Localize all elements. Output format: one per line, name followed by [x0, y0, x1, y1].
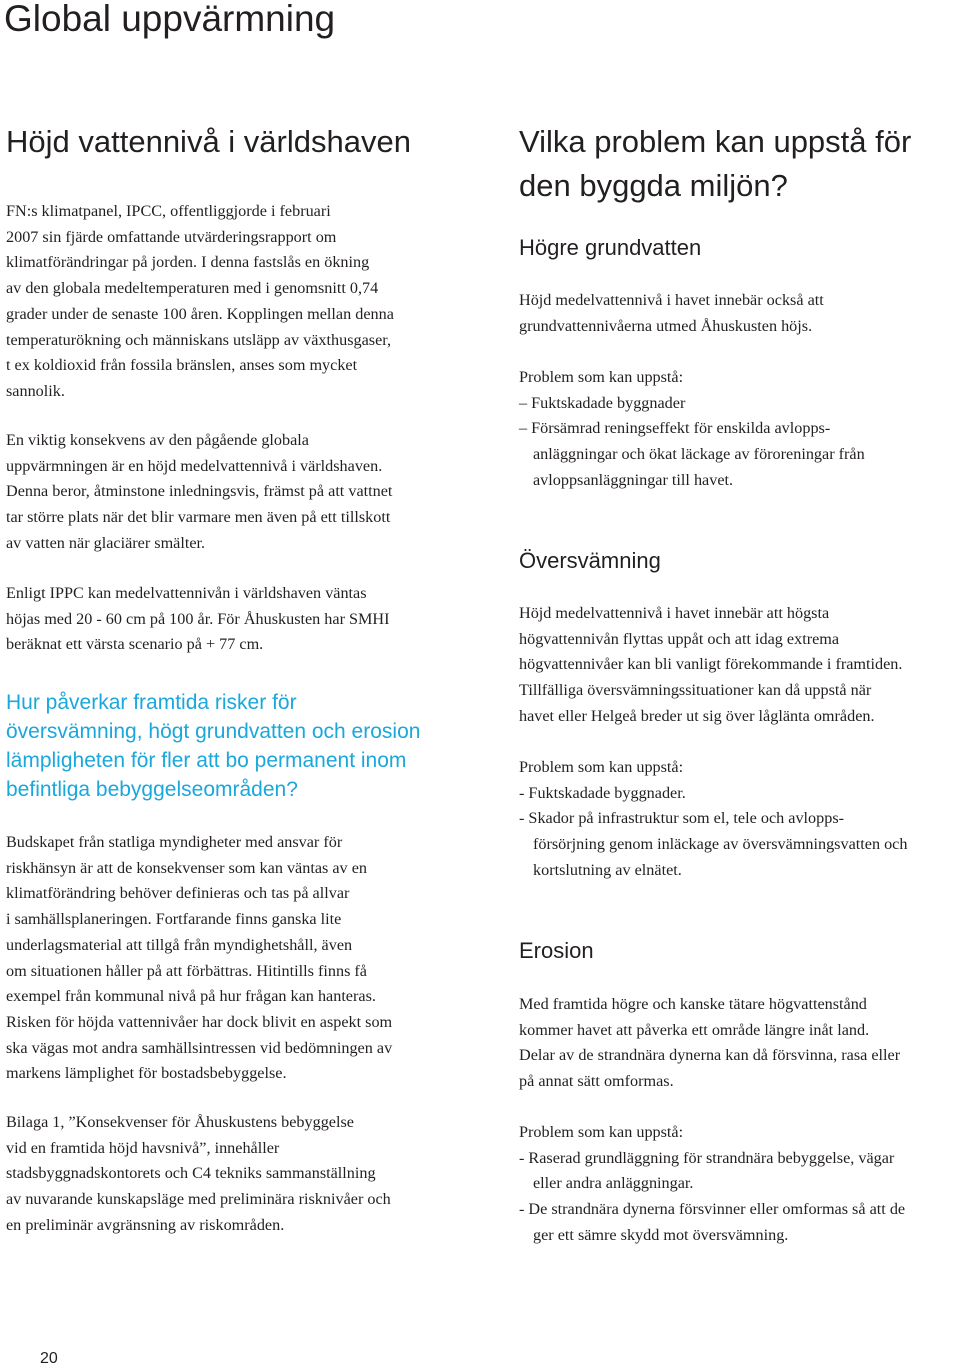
problem-item-continuation: försörjning genom inläckage av översvämningsvatten och — [533, 835, 908, 854]
text-line: ska vägas mot andra samhällsintressen vid bedömningen av — [6, 1038, 393, 1057]
problems-label: Problem som kan uppstå: — [519, 758, 684, 776]
text-line: havet eller Helgeå breder ut sig över låglänta områden. — [519, 706, 875, 725]
text-line: klimatförändringar på jorden. I denna fastslås en ökning — [6, 253, 370, 272]
text-line: Höjd medelvattennivå i havet innebär också att — [519, 291, 824, 309]
problem-item: – Försämrad reningseffekt för enskilda avlopps- — [519, 419, 831, 438]
text-line: på annat sätt omformas. — [519, 1072, 674, 1091]
paragraph-consequence — [6, 428, 392, 557]
problem-item-continuation: anläggningar och ökat läckage av föroreningar från — [533, 445, 865, 464]
text-line: stadsbyggnadskontorets och C4 tekniks sammanställning — [6, 1164, 376, 1183]
groundwater-problems — [519, 365, 865, 494]
text-line: i samhällsplaneringen. Fortfarande finns ganska lite — [6, 910, 342, 929]
text-line: högvattennivåer kan bli vanligt förekommande i framtiden. — [519, 655, 903, 674]
text-line: Bilaga 1, ”Konsekvenser för Åhuskustens bebyggelse — [6, 1113, 354, 1131]
text-line: exempel från kommunal nivå på hur frågan kan hanteras. — [6, 987, 376, 1006]
problems-label: Problem som kan uppstå: — [519, 368, 684, 386]
text-line: riskhänsyn är att de konsekvenser som kan väntas av en — [6, 858, 367, 877]
text-line: Budskapet från statliga myndigheter med ansvar för — [6, 833, 343, 851]
text-line: av den globala medeltemperaturen med i genomsnitt 0,74 — [6, 279, 379, 298]
text-line: En viktig konsekvens av den pågående globala — [6, 431, 309, 449]
text-line: underlagsmaterial att tillgå från myndighetshåll, även — [6, 935, 353, 954]
text-line: lämpligheten för fler att bo permanent inom — [6, 749, 407, 772]
text-line: kommer havet att påverka ett område längre inåt land. — [519, 1020, 870, 1039]
section-title-erosion: Erosion — [519, 938, 594, 963]
text-line: Tillfälliga översvämningssituationer kan då uppstå när — [519, 681, 872, 700]
text-line: Vilka problem kan uppstå för — [519, 124, 912, 159]
text-line: Delar av de strandnära dynerna kan då försvinna, rasa eller — [519, 1046, 901, 1065]
paragraph-authorities — [6, 830, 392, 1087]
erosion-problems — [519, 1120, 905, 1249]
problem-item: - Skador på infrastruktur som el, tele och avlopps- — [519, 809, 845, 828]
left-heading: Höjd vattennivå i världshaven — [6, 124, 411, 159]
text-line: höjas med 20 - 60 cm på 100 år. För Åhuskusten har SMHI — [6, 609, 390, 628]
problem-item: - Raserad grundläggning för strandnära bebyggelse, vägar — [519, 1148, 895, 1167]
text-line: klimatförändring behöver definieras och tas på allvar — [6, 884, 350, 903]
text-line: t ex koldioxid från fossila bränslen, anses som mycket — [6, 356, 358, 375]
flooding-problems — [519, 755, 907, 884]
text-line: Risken för höjda vattennivåer har dock blivit en aspekt som — [6, 1012, 393, 1031]
erosion-body — [519, 992, 900, 1095]
problems-label: Problem som kan uppstå: — [519, 1123, 684, 1141]
text-line: befintliga bebyggelseområden? — [6, 778, 298, 801]
problem-item-continuation: kortslutning av elnätet. — [533, 860, 682, 879]
groundwater-body — [519, 288, 824, 339]
text-line: Med framtida högre och kanske tätare högvattenstånd — [519, 995, 867, 1013]
text-line: Denna beror, åtminstone inledningsvis, främst på att vattnet — [6, 482, 393, 501]
text-line: högvattennivån flyttas uppåt och att idag extrema — [519, 629, 840, 648]
text-line: Hur påverkar framtida risker för — [6, 691, 297, 714]
problem-item-continuation: eller andra anläggningar. — [533, 1174, 694, 1193]
problem-item-continuation: avloppsanläggningar till havet. — [533, 470, 734, 489]
problem-item: - Fuktskadade byggnader. — [519, 783, 686, 802]
text-line: översvämning, högt grundvatten och erosion — [6, 720, 421, 743]
question-heading — [6, 688, 420, 804]
problem-item-continuation: ger ett sämre skydd mot översvämning. — [533, 1225, 789, 1244]
paragraph-appendix — [6, 1110, 391, 1239]
page-number: 20 — [40, 1350, 58, 1367]
text-line: om situationen håller på att förbättras. Hitintills finns få — [6, 961, 367, 980]
text-line: grader under de senaste 100 åren. Kopplingen mellan denna — [6, 304, 394, 323]
section-title-flooding: Översvämning — [519, 548, 661, 573]
text-line: Enligt IPPC kan medelvattennivån i världshaven väntas — [6, 584, 367, 602]
paragraph-ipcc — [6, 199, 394, 405]
text-line: markens lämplighet för bostadsbebyggelse. — [6, 1064, 287, 1083]
text-line: Höjd medelvattennivå i havet innebär att högsta — [519, 604, 830, 622]
problem-item: - De strandnära dynerna försvinner eller omformas så att de — [519, 1200, 906, 1219]
text-line: av vatten när glaciärer smälter. — [6, 533, 206, 552]
section-title-groundwater: Högre grundvatten — [519, 235, 702, 260]
text-line: den byggda miljön? — [519, 168, 788, 203]
text-line: uppvärmningen är en höjd medelvattennivå i världshaven. — [6, 456, 383, 475]
paragraph-sea-level — [6, 581, 390, 658]
right-heading — [519, 120, 911, 208]
text-line: 2007 sin fjärde omfattande utvärderingsrapport om — [6, 227, 337, 246]
text-line: tar större plats när det blir varmare men även på ett tillskott — [6, 508, 391, 527]
text-line: vid en framtida höjd havsnivå”, innehåller — [6, 1138, 280, 1157]
page-title: Global uppvärmning — [4, 0, 336, 39]
text-line: av nuvarande kunskapsläge med preliminära risknivåer och — [6, 1190, 391, 1209]
flooding-body — [519, 601, 902, 730]
text-line: sannolik. — [6, 381, 65, 400]
text-line: FN:s klimatpanel, IPCC, offentliggjorde i februari — [6, 202, 331, 220]
text-line: grundvattennivåerna utmed Åhuskusten höjs. — [519, 316, 813, 335]
text-line: en preliminär avgränsning av riskområden. — [6, 1215, 285, 1234]
problem-item: – Fuktskadade byggnader — [519, 393, 686, 412]
text-line: beräknat ett värsta scenario på + 77 cm. — [6, 635, 264, 654]
text-line: temperaturökning och människans utsläpp av växthusgaser, — [6, 330, 392, 349]
